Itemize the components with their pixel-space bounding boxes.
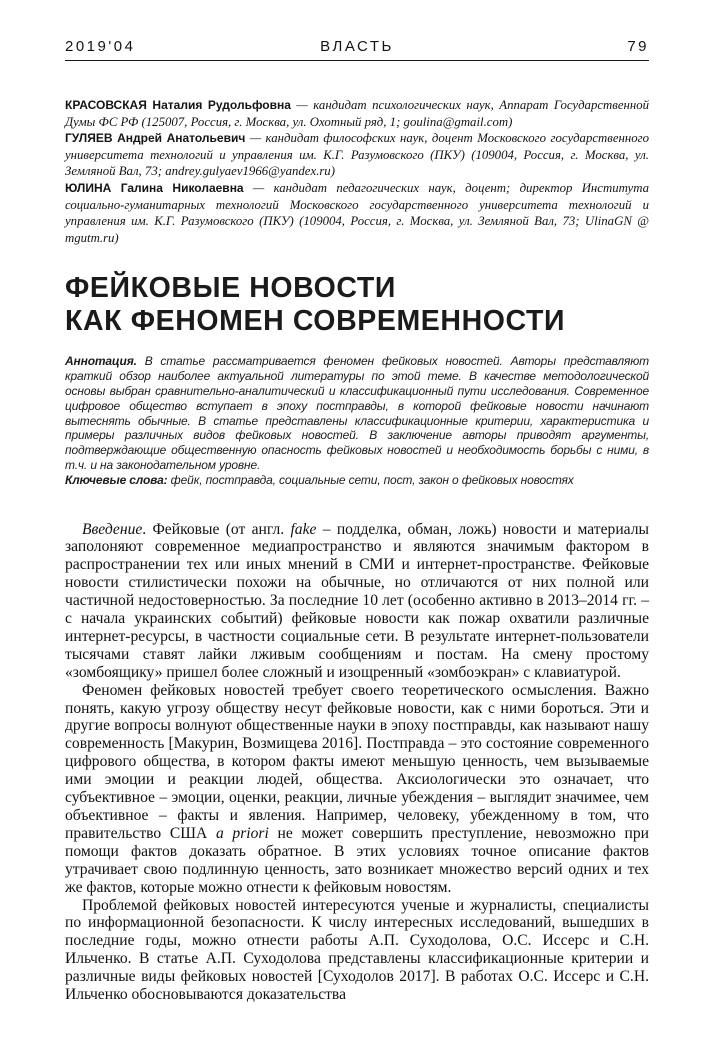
- keywords-text: фейк, постправда, социальные сети, пост, закон о фейковых новостях: [167, 472, 574, 487]
- body-text: – подделка, обман, ложь) новости и материалы заполоняют современное медиапространство и являются значимым фактором в распространении тех или иных мнений в СМИ и интернет-пространстве. Фейковые новости стилистически похожи на обычные, но отличаются от них полной или частичной недостоверностью. За последние 10 лет (особенно активно в 2013–2014 гг. – с начала украинских событий) фейковые новости как пожар охватили различные интернет-ресурсы, в частности социальные сети. В результате интернет-пользователи тысячами ставят лайки лживым сообщениям и постам. На смену простому «зомбоящику» пришел более сложный и изощренный «зомбоэкран» с клавиатурой.: [65, 520, 649, 681]
- body-text: Проблемой фейковых новостей интересуются ученые и журналисты, специалисты по информационной безопасности. К числу интересных исследований, вышедших в последние годы, можно отнести работы А.П. Суходолова, О.С. Иссерс и С.Н. Ильченко. В статье А.П. Суходолова представлены классификационные критерии и различные виды фейковых новостей [Суходолов 2017]. В работах О.С. Иссерс и С.Н. Ильченко обосновываются доказательства: [65, 896, 649, 1004]
- authors-block: [65, 97, 649, 246]
- article-body: [65, 521, 649, 1004]
- body-paragraph: [65, 897, 649, 1004]
- body-text-italic: Введение: [82, 520, 143, 538]
- journal-title: ВЛАСТЬ: [320, 38, 394, 55]
- author-entry: [65, 180, 649, 246]
- author-affiliation: — кандидат педагогических наук, доцент; директор Института социально-гуманитарных технологий Московского государственного университета технологий и управления им. К.Г. Разумовского (ПКУ) (109004, Россия, г. Москва, ул. Земляной Вал, 73; UlinaGN @ mgutm.ru): [65, 180, 650, 245]
- author-affiliation: — кандидат психологических наук, Аппарат Государственной Думы ФС РФ (125007, Россия, г. Москва, ул. Охотный ряд, 1; goulina@gmail.com): [65, 98, 649, 129]
- page-number: 79: [627, 38, 650, 55]
- article-title-line-2: КАК ФЕНОМЕН СОВРЕМЕННОСТИ: [65, 305, 566, 338]
- body-text: не может совершить преступление, невозможно при помощи фактов доказать обратное. В этих условиях точное описание фактов утрачивает свою подлинную ценность, зато возникает множество версий одних и тех же фактов, которые можно отнести к фейковым новостям.: [65, 824, 650, 896]
- keywords-label: Ключевые слова:: [65, 472, 168, 487]
- author-affiliation: — кандидат философских наук, доцент Московского государственного университета технологий и управления им. К.Г. Разумовского (ПКУ) (109004, Россия, г. Москва, ул. Земляной Вал, 73; andrey.gulyaev1966@yandex.ru): [65, 131, 649, 179]
- body-text-italic: fake: [290, 520, 317, 538]
- body-paragraph: [65, 521, 649, 682]
- abstract-text: В статье рассматривается феномен фейковых новостей. Авторы представляют краткий обзор наиболее актуальной литературы по этой теме. В качестве методологической основы выбран сравнительно-аналитический и классификационный пути исследования. Современное цифровое общество вступает в эпоху постправды, в которой фейковые новости начинают вытеснять обычные. В статье представлены классификационные критерии, характеристика и примеры различных видов фейковых новостей. В заключение авторы приводят аргументы, подтверждающие общественную опасность фейковых новостей и необходимость борьбы с ними, в т.ч. и на законодательном уровне.: [65, 354, 649, 472]
- abstract-label: Аннотация.: [65, 354, 137, 369]
- body-paragraph: [65, 682, 649, 897]
- abstract-block: [65, 354, 649, 487]
- abstract: [65, 354, 649, 472]
- author-entry: [65, 130, 649, 180]
- author-name: КРАСОВСКАЯ Наталия Рудольфовна: [65, 98, 291, 112]
- article-title: [65, 272, 649, 338]
- article-title-line-1: ФЕЙКОВЫЕ НОВОСТИ: [65, 272, 396, 305]
- author-entry: [65, 97, 649, 130]
- issue-label: 2019'04: [65, 38, 136, 55]
- author-name: ГУЛЯЕВ Андрей Анатольевич: [65, 131, 246, 146]
- author-name: ЮЛИНА Галина Николаевна: [65, 180, 244, 195]
- keywords: [65, 473, 649, 488]
- journal-header: [65, 38, 649, 61]
- body-text: . Фейковые (от англ.: [142, 520, 291, 538]
- body-text-italic: a priori: [215, 824, 269, 842]
- body-text: Феномен фейковых новостей требует своего теоретического осмысления. Важно понять, какую угрозу обществу несут фейковые новости, как с ними бороться. Эти и другие вопросы волнуют общественные науки в эпоху постправды, как называют нашу современность [Макурин, Возмищева 2016]. Постправда – это состояние современного цифрового общества, в котором факты имеют меньшую ценность, чем вызываемые ими эмоции и реакции людей, общества. Аксиологически это означает, что субъективное – эмоции, оценки, реакции, личные убеждения – выглядит значимее, чем объективное – факты и явления. Например, человеку, убежденному в том, что правительство США: [65, 681, 649, 842]
